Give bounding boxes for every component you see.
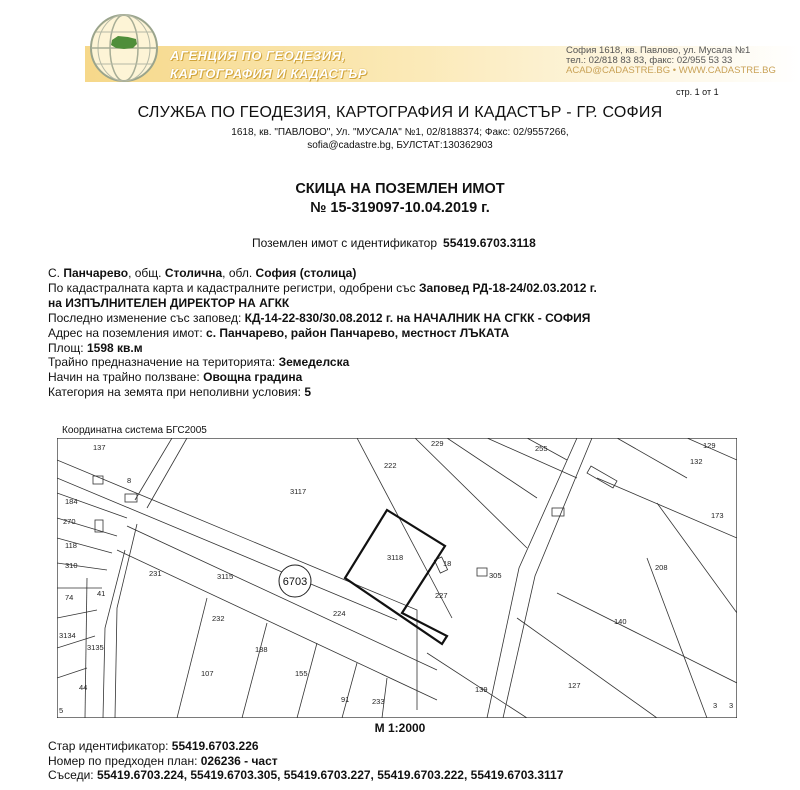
area-value: 1598 кв.м: [86, 340, 143, 355]
parcel-label: 184: [65, 497, 78, 506]
parcel-label: 224: [333, 609, 346, 618]
parcel-label: 255: [535, 444, 548, 453]
old-identifier-line: Стар идентификатор: 55419.6703.226: [48, 739, 259, 753]
identifier-line: [252, 236, 536, 250]
parcel-label: 3135: [87, 643, 104, 652]
agency-contact-phone: тел.: 02/818 83 83, факс: 02/955 53 33: [566, 55, 733, 66]
location-line: С. Панчарево, общ. Столична, обл. София (столица): [48, 266, 357, 280]
parcel-label: 232: [212, 614, 225, 623]
parcel-label: 107: [201, 669, 214, 678]
parcel-label: 229: [431, 439, 444, 448]
category-value: 5: [304, 385, 311, 400]
category-line: Категория на земята при неполивни условия: 5: [48, 385, 311, 400]
parcel-label: 137: [93, 443, 106, 452]
parcel-label: 208: [655, 563, 668, 572]
parcel-label: 118: [65, 541, 77, 550]
parcel-label: 44: [79, 683, 88, 692]
map-scale: М 1:2000: [374, 721, 426, 735]
page-number: стр. 1 от 1: [676, 87, 719, 97]
footer-details: [48, 739, 563, 783]
last-change-line: Последно изменение със заповед: КД-14-22-830/30.08.2012 г. на НАЧАЛНИК НА СГКК - СОФИЯ: [48, 310, 591, 325]
previous-plan-value: 026236 - част: [200, 753, 278, 768]
neighbors-line: Съседи: 55419.6703.224, 55419.6703.305, 55419.6703.227, 55419.6703.222, 55419.6703.3117: [48, 768, 564, 782]
parcel-label: 3115: [217, 572, 234, 581]
parcel-label: 3: [713, 701, 718, 710]
address-line: Адрес на поземления имот: с. Панчарево, район Панчарево, местност ЛЪКАТА: [48, 325, 510, 340]
parcel-label: 188: [255, 645, 268, 654]
use-line: Начин на трайно ползване: Овощна градина: [48, 370, 303, 385]
parcel-label: 140: [614, 617, 627, 626]
region: София (столица): [255, 266, 357, 280]
document-title-line1: СКИЦА НА ПОЗЕМЛЕН ИМОТ: [295, 181, 505, 197]
parcel-label: 3118: [387, 553, 404, 562]
parcel-label: 5: [59, 706, 64, 715]
parcel-label: 173: [711, 511, 724, 520]
service-address-line1: 1618, кв. "ПАВЛОВО", Ул. "МУСАЛА" №1, 02/8188374; Факс: 02/9557266,: [231, 127, 569, 138]
document-number: № 15-319097-10.04.2019 г.: [310, 200, 490, 216]
service-title: СЛУЖБА ПО ГЕОДЕЗИЯ, КАРТОГРАФИЯ И КАДАСТЪР - ГР. СОФИЯ: [137, 104, 663, 121]
parcel-label: 8: [127, 476, 132, 485]
parcel-label: 3: [729, 701, 734, 710]
agency-globe-logo: [88, 12, 160, 84]
purpose-line: Трайно предназначение на територията: Земеделска: [48, 355, 350, 370]
coordinate-system-label: Координатна система БГС2005: [62, 425, 207, 436]
previous-plan-line: Номер по предходен план: 026236 - част: [48, 753, 278, 768]
parcel-label: 41: [97, 589, 106, 598]
document-title: [0, 180, 800, 218]
purpose-value: Земеделска: [278, 355, 350, 370]
agency-contact: [566, 46, 776, 76]
parcel-label: 222: [384, 461, 397, 470]
map-order-line: По кадастралната карта и кадастралните регистри, одобрени със Заповед РД-18-24/02.03.2012 г.: [48, 280, 597, 295]
last-change-value: КД-14-22-830/30.08.2012 г. на НАЧАЛНИК НА СГКК - СОФИЯ: [244, 310, 591, 325]
address-value: с. Панчарево, район Панчарево, местност ЛЪКАТА: [206, 325, 510, 340]
agency-name-line2: КАРТОГРАФИЯ И КАДАСТЪР: [170, 66, 367, 81]
agency-contact-address: София 1618, кв. Павлово, ул. Мусала №1: [566, 45, 751, 56]
parcel-label: 129: [703, 441, 716, 450]
parcel-label: 91: [341, 695, 350, 704]
parcel-label: 127: [568, 681, 581, 690]
district-number: 6703: [282, 576, 308, 588]
parcel-label: 270: [63, 517, 76, 526]
parcel-label: 305: [489, 571, 502, 580]
parcel-label: 139: [475, 685, 488, 694]
agency-name: [170, 47, 367, 83]
village: Панчарево: [63, 266, 129, 280]
identifier-value: 55419.6703.3118: [443, 236, 536, 250]
approval-order: Заповед РД-18-24/02.03.2012 г.: [418, 280, 597, 295]
identifier-label: Поземлен имот с идентификатор: [252, 236, 438, 250]
old-identifier-value: 55419.6703.226: [171, 739, 259, 753]
use-value: Овощна градина: [203, 370, 303, 385]
parcel-label: 132: [690, 457, 703, 466]
service-address: [0, 126, 800, 152]
agency-contact-web: ACAD@CADASTRE.BG • WWW.CADASTRE.BG: [566, 65, 776, 76]
parcel-label: 74: [65, 593, 74, 602]
parcel-label: 231: [149, 569, 162, 578]
parcel-label: 18: [443, 559, 452, 568]
parcel-label: 3134: [59, 631, 76, 640]
cadastral-map: [57, 438, 737, 718]
parcel-label: 3117: [290, 487, 307, 496]
area-line: Площ: 1598 кв.м: [48, 340, 143, 355]
municipality: Столична: [164, 266, 223, 280]
service-address-line2: sofia@cadastre.bg, БУЛСТАТ:130362903: [307, 140, 493, 151]
parcel-label: 310: [65, 561, 78, 570]
map-order-line2: на ИЗПЪЛНИТЕЛЕН ДИРЕКТОР НА АГКК: [48, 295, 290, 310]
agency-name-line1: АГЕНЦИЯ ПО ГЕОДЕЗИЯ,: [170, 48, 346, 63]
neighbors-value: 55419.6703.224, 55419.6703.305, 55419.6703.227, 55419.6703.222, 55419.6703.3117: [96, 768, 564, 782]
property-details: [48, 266, 597, 400]
parcel-label: 227: [435, 591, 448, 600]
parcel-label: 233: [372, 697, 385, 706]
parcel-label: 155: [295, 669, 308, 678]
